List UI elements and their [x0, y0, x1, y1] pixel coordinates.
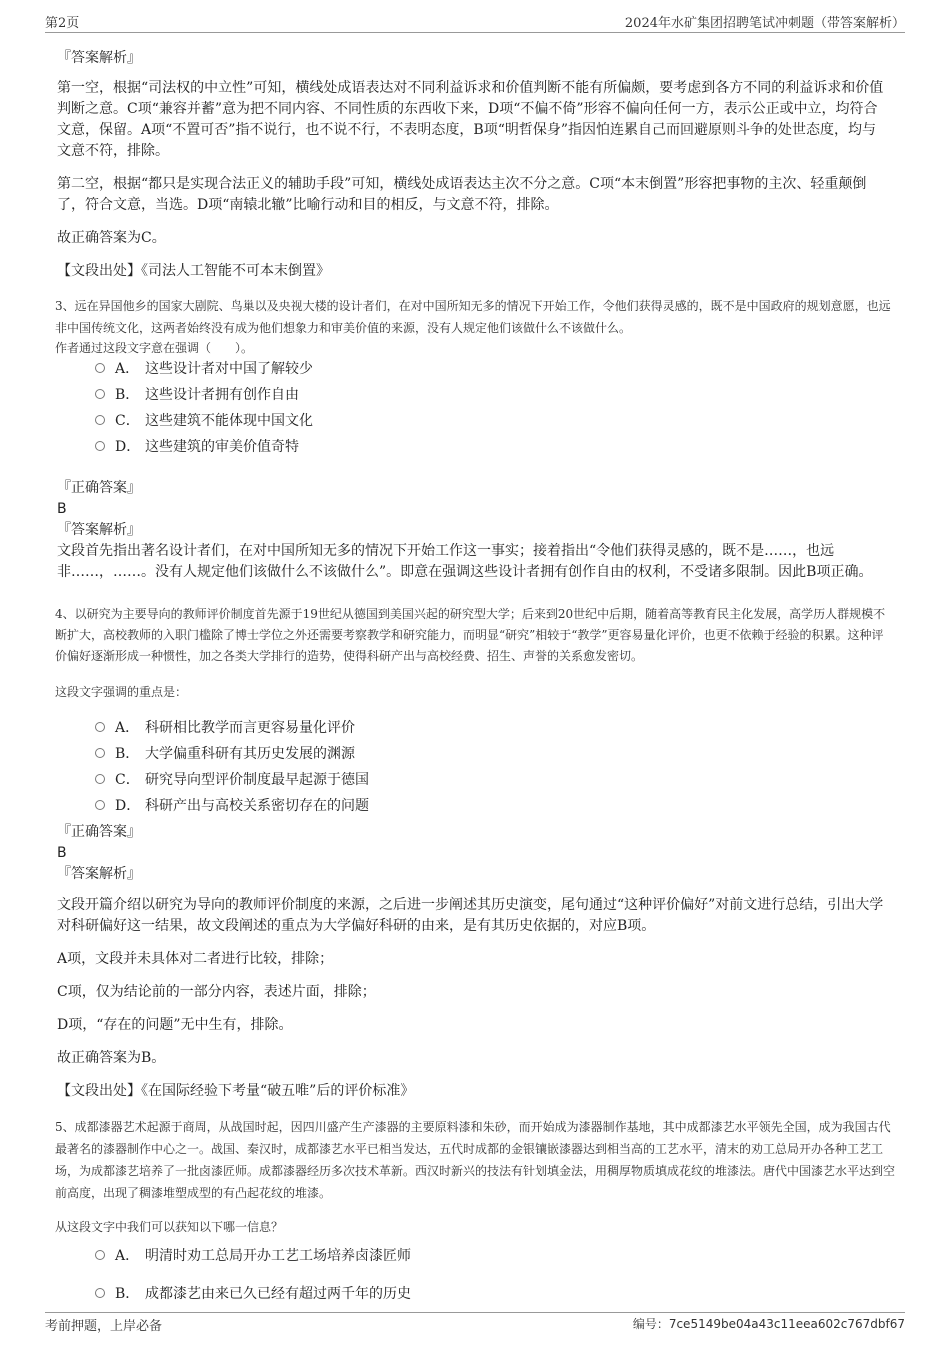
option-letter: D． — [115, 439, 141, 455]
q4-conclusion: 故正确答案为B。 — [57, 1050, 166, 1066]
question-3 — [55, 295, 895, 357]
option-text: 科研产出与高校关系密切存在的问题 — [145, 798, 369, 814]
q3-option-c[interactable] — [95, 408, 313, 434]
q5-option-a[interactable] — [95, 1243, 411, 1269]
q4-option-d[interactable] — [95, 793, 369, 819]
q3-answer-block — [57, 478, 890, 583]
q3-answer: B — [57, 501, 67, 517]
q3-options — [95, 356, 313, 460]
q3-option-d[interactable] — [95, 434, 313, 460]
radio-icon[interactable] — [95, 1288, 105, 1298]
option-letter: C． — [115, 413, 140, 429]
q4-stem: 4、以研究为主要导向的教师评价制度首先源于19世纪从德国到美国兴起的研究型大学；后来到20世纪中后期，随着高等教育民主化发展，高学历人群规模不断扩大，高校教师的入职门槛除了博士学位之外还需要考察教学和研究能力，而明显“研究”相较于“教学”更容易量化评价，也更不依赖于经验的积累。这种评价偏好逐渐形成一种惯性，加之各类大学排行的造势，使得科研产出与高校经费、招生、声誉的关系愈发密切。 — [55, 607, 886, 663]
option-letter: B． — [115, 746, 140, 762]
q4-answer-label: 『正确答案』 — [57, 824, 141, 840]
radio-icon[interactable] — [95, 774, 105, 784]
option-text: 大学偏重科研有其历史发展的渊源 — [145, 746, 355, 762]
radio-icon[interactable] — [95, 800, 105, 810]
q4-note-a: A项，文段并未具体对二者进行比较，排除； — [57, 951, 334, 967]
option-letter: A． — [115, 1248, 140, 1264]
document-title: 2024年水矿集团招聘笔试冲刺题（带答案解析） — [624, 16, 905, 31]
q4-option-a[interactable] — [95, 715, 369, 741]
option-text: 这些设计者对中国了解较少 — [145, 361, 313, 377]
option-text: 成都漆艺由来已久已经有超过两千年的历史 — [145, 1286, 411, 1302]
q4-option-c[interactable] — [95, 767, 369, 793]
q4-source: 【文段出处】《在国际经验下考量“破五唯”后的评价标准》 — [57, 1083, 415, 1099]
q3-analysis: 文段首先指出著名设计者们，在对中国所知无多的情况下开始工作这一事实；接着指出“令他们获得灵感的，既不是……，也远非……，……。没有人规定他们该做什么不该做什么”。即意在强调这些设计者拥有创作自由的权利，不受诸多限制。因此B项正确。 — [57, 543, 873, 580]
q4-analysis: 文段开篇介绍以研究为导向的教师评价制度的来源，之后进一步阐述其历史演变，尾句通过“这种评价偏好”对前文进行总结，引出大学对科研偏好这一结果，故文段阐述的重点为大学偏好科研的由来，是有其历史依据的，对应B项。 — [57, 897, 884, 934]
option-letter: D． — [115, 798, 141, 814]
q2-analysis-para2: 第二空，根据“都只是实现合法正义的辅助手段”可知，横线处成语表达主次不分之意。C项“本末倒置”形容把事物的主次、轻重颠倒了，符合文意，当选。D项“南辕北辙”比喻行动和目的相反，与文意不符，排除。 — [57, 176, 867, 213]
option-text: 科研相比教学而言更容易量化评价 — [145, 720, 355, 736]
q4-options — [95, 715, 369, 819]
option-letter: A． — [115, 720, 140, 736]
question-5 — [55, 1116, 895, 1238]
q4-note-c: C项，仅为结论前的一部分内容，表述片面，排除； — [57, 984, 376, 1000]
option-text: 这些建筑不能体现中国文化 — [145, 413, 313, 429]
q5-option-b[interactable] — [95, 1281, 411, 1307]
q4-answer-block — [57, 822, 890, 1102]
radio-icon[interactable] — [95, 363, 105, 373]
page-footer — [45, 1312, 905, 1335]
page-header — [45, 12, 905, 33]
q3-option-b[interactable] — [95, 382, 313, 408]
q3-answer-label: 『正确答案』 — [57, 480, 141, 496]
radio-icon[interactable] — [95, 1250, 105, 1260]
option-letter: B． — [115, 387, 140, 403]
q4-answer: B — [57, 845, 67, 861]
q5-stem: 5、成都漆器艺术起源于商周，从战国时起，因四川盛产生产漆器的主要原料漆和朱砂，而开始成为漆器制作基地，其中成都漆艺水平领先全国，成为我国古代最著名的漆器制作中心之一。战国、秦汉时，成都漆艺水平已相当发达，五代时成都的金银镶嵌漆器达到相当高的工艺水平，清末的劝工总局开办各种工艺工场，为成都漆艺培养了一批卤漆匠师。成都漆器经历多次技术革新。西汉时新兴的技法有针划填金法，用稠厚物质填成花纹的堆漆法。唐代中国漆艺水平达到空前高度，出现了稠漆堆塑成型的有凸起花纹的堆漆。 — [55, 1120, 896, 1200]
option-text: 明清时劝工总局开办工艺工场培养卤漆匠师 — [145, 1248, 411, 1264]
q2-analysis-para1: 第一空，根据“司法权的中立性”可知，横线处成语表达对不同利益诉求和价值判断不能有所偏颇，要考虑到各方不同的利益诉求和价值判断之意。C项“兼容并蓄”意为把不同内容、不同性质的东西收下来，D项“不偏不倚”形容不偏向任何一方，表示公正或中立，均符合文意，保留。A项“不置可否”指不说行，也不说不行，不表明态度，B项“明哲保身”指因怕连累自己而回避原则斗争的处世态度，均与文意不符，排除。 — [57, 80, 884, 159]
q3-option-a[interactable] — [95, 356, 313, 382]
q2-analysis-label: 『答案解析』 — [57, 50, 141, 66]
radio-icon[interactable] — [95, 389, 105, 399]
option-text: 这些建筑的审美价值奇特 — [145, 439, 299, 455]
footer-slogan: 考前押题，上岸必备 — [45, 1319, 163, 1334]
option-letter: B． — [115, 1286, 140, 1302]
q4-prompt: 这段文字强调的重点是： — [55, 685, 188, 699]
q4-option-b[interactable] — [95, 741, 369, 767]
q2-analysis — [57, 48, 890, 282]
q2-source: 【文段出处】《司法人工智能不可本末倒置》 — [57, 263, 330, 279]
q4-analysis-label: 『答案解析』 — [57, 866, 141, 882]
radio-icon[interactable] — [95, 722, 105, 732]
q3-prompt: 作者通过这段文字意在强调（ ）。 — [55, 341, 254, 355]
q5-options — [95, 1243, 411, 1307]
radio-icon[interactable] — [95, 748, 105, 758]
document-code: 编号：7ce5149be04a43c11eea602c767dbf67 — [632, 1317, 905, 1331]
option-letter: C． — [115, 772, 140, 788]
q5-prompt: 从这段文字中我们可以获知以下哪一信息？ — [55, 1220, 284, 1234]
radio-icon[interactable] — [95, 415, 105, 425]
radio-icon[interactable] — [95, 441, 105, 451]
question-4 — [55, 604, 895, 703]
option-text: 这些设计者拥有创作自由 — [145, 387, 299, 403]
q2-analysis-conclusion: 故正确答案为C。 — [57, 230, 166, 246]
q4-note-d: D项，“存在的问题”无中生有，排除。 — [57, 1017, 293, 1033]
option-text: 研究导向型评价制度最早起源于德国 — [145, 772, 369, 788]
option-letter: A． — [115, 361, 140, 377]
q3-stem: 3、远在异国他乡的国家大剧院、鸟巢以及央视大楼的设计者们，在对中国所知无多的情况下开始工作，令他们获得灵感的，既不是中国政府的规划意愿，也远非中国传统文化，这两者始终没有成为他们想象力和审美价值的来源，没有人规定他们该做什么不该做什么。 — [55, 299, 891, 335]
page-number: 第2页 — [45, 16, 80, 31]
q3-analysis-label: 『答案解析』 — [57, 522, 141, 538]
